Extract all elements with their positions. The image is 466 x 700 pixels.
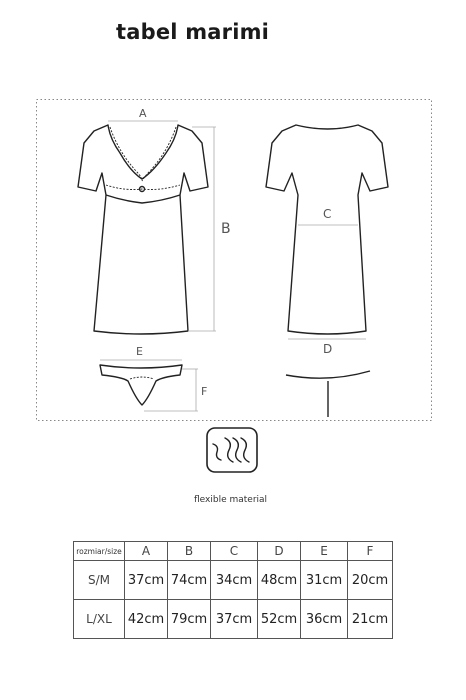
table-cell: 20cm bbox=[348, 561, 393, 600]
table-cell: 37cm bbox=[211, 600, 258, 639]
size-table-corner-label: rozmiar/size bbox=[74, 542, 125, 561]
dimension-d-label: D bbox=[323, 342, 333, 356]
garment-diagram bbox=[36, 99, 432, 421]
dimension-f-label: F bbox=[201, 385, 208, 398]
size-table-header-row bbox=[74, 542, 393, 561]
size-table bbox=[73, 541, 393, 639]
table-cell: 79cm bbox=[168, 600, 211, 639]
flexible-material-icon bbox=[205, 426, 259, 474]
table-cell: 42cm bbox=[125, 600, 168, 639]
table-cell: 48cm bbox=[258, 561, 301, 600]
row-size-label: S/M bbox=[74, 561, 125, 600]
flexible-material-label: flexible material bbox=[194, 495, 268, 505]
thong-front-drawing bbox=[100, 365, 182, 405]
chemise-back-drawing bbox=[266, 125, 388, 334]
dimension-a-label: A bbox=[139, 107, 147, 120]
dimension-e-label: E bbox=[136, 345, 143, 358]
page-title: tabel marimi bbox=[116, 20, 270, 44]
table-cell: 74cm bbox=[168, 561, 211, 600]
column-header-f: F bbox=[348, 542, 393, 561]
dimension-c-label: C bbox=[323, 207, 332, 221]
column-header-b: B bbox=[168, 542, 211, 561]
table-cell: 34cm bbox=[211, 561, 258, 600]
table-cell: 31cm bbox=[301, 561, 348, 600]
table-cell: 36cm bbox=[301, 600, 348, 639]
chemise-front-drawing bbox=[78, 125, 208, 334]
table-row bbox=[74, 561, 393, 600]
table-row bbox=[74, 600, 393, 639]
dimension-b-label: B bbox=[221, 221, 231, 237]
thong-back-drawing bbox=[286, 371, 370, 417]
column-header-d: D bbox=[258, 542, 301, 561]
table-cell: 52cm bbox=[258, 600, 301, 639]
column-header-e: E bbox=[301, 542, 348, 561]
table-cell: 21cm bbox=[348, 600, 393, 639]
column-header-c: C bbox=[211, 542, 258, 561]
row-size-label: L/XL bbox=[74, 600, 125, 639]
table-cell: 37cm bbox=[125, 561, 168, 600]
column-header-a: A bbox=[125, 542, 168, 561]
